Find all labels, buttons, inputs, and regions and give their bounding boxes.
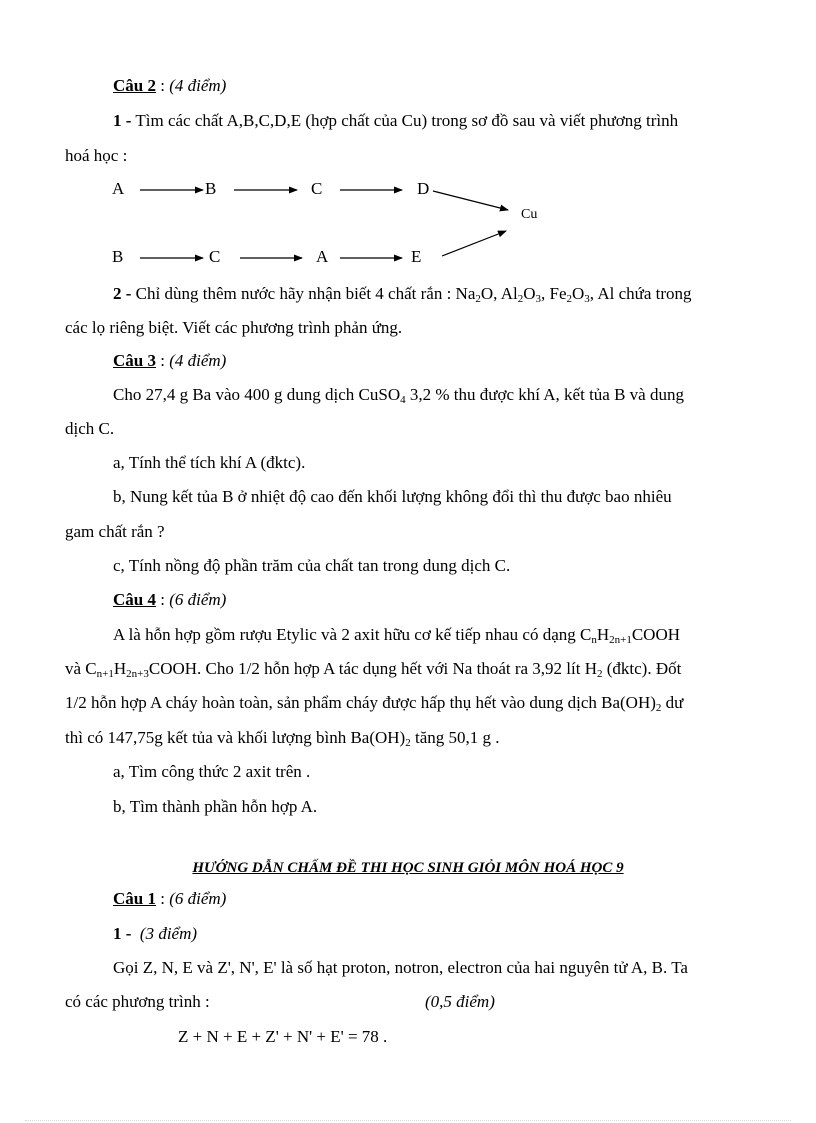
cau4-l4-s1: 2 <box>405 737 411 749</box>
cau3-line1-b: 3,2 % thu được khí A, kết tủa B và dung <box>405 385 684 404</box>
cau4-l2-s2: 2n+3 <box>126 668 149 680</box>
row2-node-1: C <box>209 247 221 266</box>
cau2-points: (4 điểm) <box>169 76 227 95</box>
cau4-l2-s1: n+1 <box>96 668 114 680</box>
arrow-icon <box>442 231 506 256</box>
cau4-l3-s1: 2 <box>655 702 662 714</box>
cau3-qa: a, Tính thể tích khí A (đktc). <box>113 453 306 472</box>
cau4-line1 <box>113 625 680 645</box>
cau4-qa: a, Tìm công thức 2 axit trên . <box>113 762 311 781</box>
arrow-icon <box>433 191 508 210</box>
cau4-l3-a: 1/2 hỗn hợp A cháy hoàn toàn, sản phẩm cháy được hấp thụ hết vào dung dịch Ba(OH) <box>65 693 656 712</box>
cau4-l2-d: (đktc). Đốt <box>602 659 682 678</box>
p2-text-b: O, Al <box>480 284 518 303</box>
cau2-p2-line2: các lọ riêng biệt. Viết các phương trình phản ứng. <box>65 318 403 337</box>
cau3-line1-sub: 4 <box>400 394 406 406</box>
cau4-sep: : <box>155 590 170 609</box>
cau4-l1-s2: 2n+1 <box>609 634 632 646</box>
cau2-p1-num: 1 - <box>113 111 132 130</box>
cau2-label: Câu 2 <box>113 76 156 95</box>
p2-sub2: 2 <box>517 293 524 305</box>
row2-node-2: A <box>316 247 329 266</box>
guide-text-points: (0,5 điểm) <box>425 992 495 1011</box>
cau4-l1-c: COOH <box>631 625 681 644</box>
cau3-qc: c, Tính nồng độ phần trăm của chất tan trong dung dịch C. <box>113 556 511 575</box>
cau4-l1-b: H <box>596 625 610 644</box>
p2-sub4: 2 <box>566 293 572 305</box>
cau4-l2-c: COOH. Cho 1/2 hỗn hợp A tác dụng hết với Na thoát ra 3,92 lít H <box>148 659 597 678</box>
guide-cau1-label: Câu 1 <box>113 889 156 908</box>
cau4-l2-s3: 2 <box>597 668 603 680</box>
cau4-l3-b: dư <box>661 693 684 712</box>
cau4-line4 <box>65 728 500 748</box>
cau3-points: (4 điểm) <box>169 351 227 370</box>
guide-cau1-sep: : <box>155 889 170 908</box>
cau2-p2-line1 <box>113 284 692 304</box>
cau2-p1-line2: hoá học : <box>65 146 128 165</box>
row2-node-0: B <box>112 247 124 266</box>
p2-text-e: O <box>572 284 585 303</box>
p2-text-f: , Al chứa trong <box>589 284 692 303</box>
guide-part1-points: (3 điểm) <box>139 924 198 943</box>
cau4-label: Câu 4 <box>113 590 156 609</box>
target-node: Cu <box>521 207 538 222</box>
cau4-l4-b: tăng 50,1 g . <box>410 728 500 747</box>
cau2-p1-text1: Tìm các chất A,B,C,D,E (hợp chất của Cu) trong sơ đồ sau và viết phương trình <box>131 111 679 130</box>
row1-node-1: B <box>205 179 217 198</box>
page-bottom-divider <box>25 1120 791 1121</box>
guide-text-line1: Gọi Z, N, E và Z', N', E' là số hạt proton, notron, electron của hai nguyên tử A, B. Ta <box>113 958 688 977</box>
row1-node-3: D <box>417 179 430 198</box>
cau2-p2-num: 2 - <box>113 284 132 303</box>
row1-node-2: C <box>311 179 323 198</box>
guide-text-line2: có các phương trình : <box>65 992 210 1011</box>
cau4-l1-s1: n <box>591 634 597 646</box>
cau4-l4-a: thì có 147,75g kết tủa và khối lượng bình Ba(OH) <box>65 728 406 747</box>
p2-sub3: 3 <box>535 293 541 305</box>
guide-cau1-heading <box>113 889 226 909</box>
cau3-label: Câu 3 <box>113 351 156 370</box>
guide-equation: Z + N + E + Z' + N' + E' = 78 . <box>178 1027 388 1046</box>
cau4-l1-a: A là hỗn hợp gồm rượu Etylic và 2 axit hữu cơ kế tiếp nhau có dạng C <box>113 625 592 644</box>
p2-text-a: Chỉ dùng thêm nước hãy nhận biết 4 chất rắn : Na <box>131 284 476 303</box>
cau4-qb: b, Tìm thành phần hỗn hợp A. <box>113 797 318 816</box>
cau3-line1 <box>113 385 684 405</box>
p2-sub1: 2 <box>475 293 481 305</box>
cau3-sep: : <box>155 351 170 370</box>
p2-text-c: O <box>523 284 536 303</box>
cau3-line2: dịch C. <box>65 419 115 438</box>
guide-part1-num: 1 - <box>113 924 132 943</box>
cau4-l2-b: H <box>113 659 127 678</box>
cau4-points: (6 điểm) <box>169 590 227 609</box>
cau4-l2-a: và C <box>65 659 97 678</box>
guide-cau1-points: (6 điểm) <box>169 889 227 908</box>
p2-sub5: 3 <box>584 293 590 305</box>
cau3-heading <box>113 351 226 371</box>
row2-node-3: E <box>411 247 422 266</box>
cau3-qb-line1: b, Nung kết tủa B ở nhiệt độ cao đến khối lượng không đổi thì thu được bao nhiêu <box>113 487 672 506</box>
cau4-heading <box>113 590 226 610</box>
cau3-qb-line2: gam chất rắn ? <box>65 522 165 541</box>
row1-node-0: A <box>112 179 125 198</box>
diagram-arrows <box>0 0 816 300</box>
cau4-line3 <box>65 693 683 713</box>
cau4-line2 <box>65 659 681 679</box>
guide-part1 <box>113 924 197 944</box>
cau3-line1-a: Cho 27,4 g Ba vào 400 g dung dịch CuSO <box>113 385 401 404</box>
guide-title: HƯỚNG DẪN CHẤM ĐỀ THI HỌC SINH GIỎI MÔN HOÁ HỌC 9 <box>192 860 624 876</box>
p2-text-d: , Fe <box>541 284 567 303</box>
cau2-sep: : <box>155 76 170 95</box>
